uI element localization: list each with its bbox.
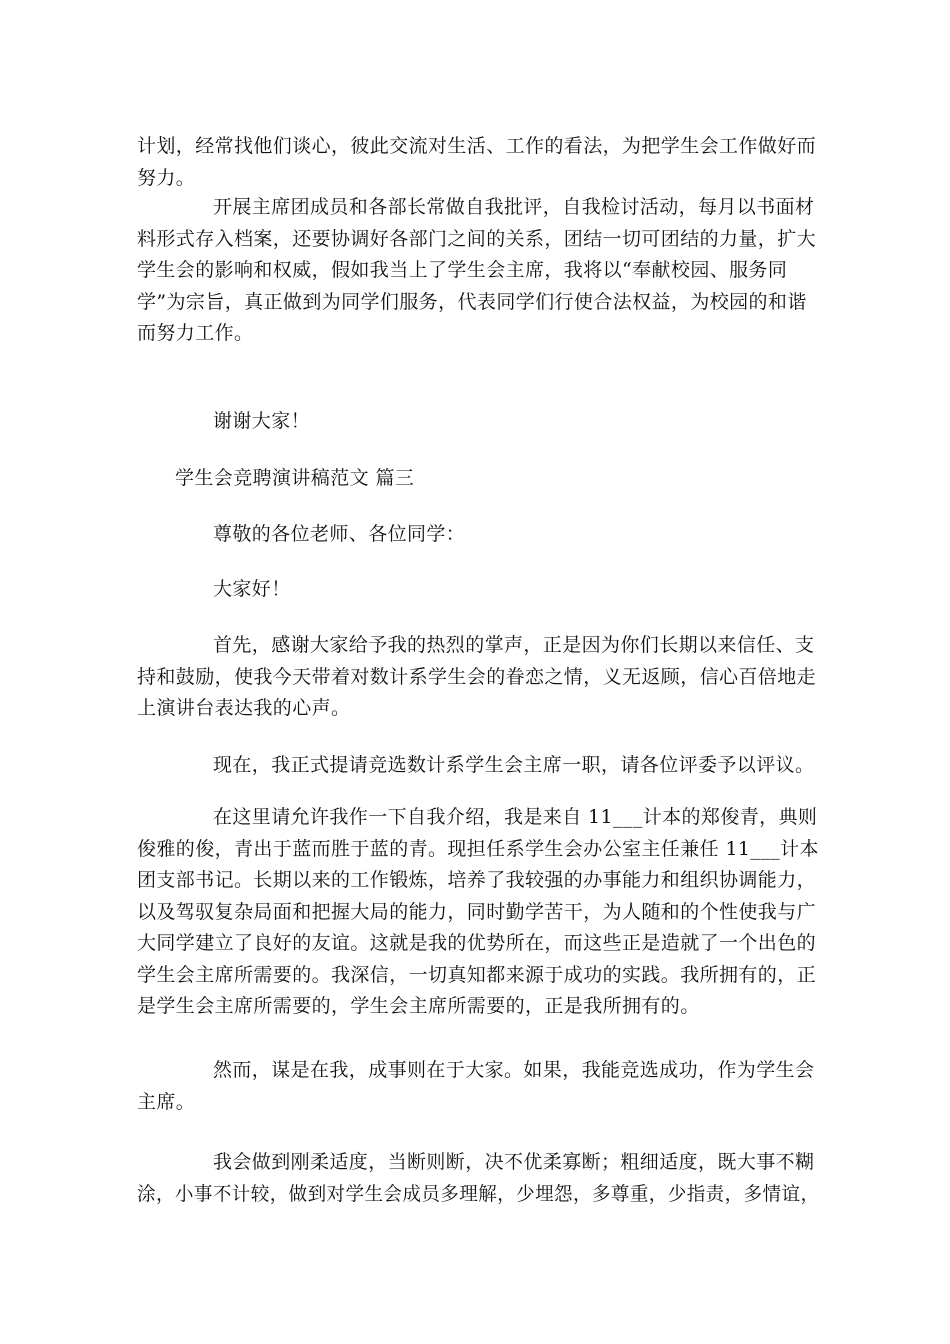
text-line: 大同学建立了良好的友谊。这就是我的优势所在，而这些正是造就了一个出色的: [137, 932, 817, 954]
paragraph: [137, 574, 817, 606]
text-line: 料形式存入档案，还要协调好各部门之间的关系，团结一切可团结的力量，扩大: [137, 227, 817, 250]
paragraph: [137, 750, 817, 782]
paragraph: [137, 519, 817, 551]
text-line: 开展主席团成员和各部长常做自我批评，自我检讨活动，每月以书面材: [213, 196, 815, 218]
text-line: 努力。: [137, 166, 196, 189]
text-line: 在这里请允许我作一下自我介绍，我是来自 11___计本的郑俊青，典则: [213, 806, 818, 828]
text-line: 以及驾驭复杂局面和把握大局的能力，同时勤学苦干，为人随和的个性使我与广: [137, 900, 817, 923]
text-line: 是学生会主席所需要的，学生会主席所需要的，正是我所拥有的。: [137, 995, 700, 1017]
text-line: 上演讲台表达我的心声。: [137, 697, 351, 719]
paragraph: [137, 406, 817, 438]
paragraph: [137, 131, 817, 194]
text-line: 俊雅的俊，青出于蓝而胜于蓝的青。现担任系学生会办公室主任兼任 11___计本: [137, 837, 819, 860]
section-title-text: 学生会竞聘演讲稿范文 篇三: [175, 467, 415, 489]
closing-line: 谢谢大家！: [213, 410, 311, 432]
paragraph: [137, 802, 817, 1023]
text-line: 首先，感谢大家给予我的热烈的掌声，正是因为你们长期以来信任、支: [213, 634, 815, 656]
text-line: 主席。: [137, 1090, 196, 1113]
text-line: 涂，小事不计较，做到对学生会成员多理解，少埋怨，多尊重，少指责，多情谊，: [137, 1182, 820, 1205]
paragraph: [137, 192, 817, 350]
text-line: 学生会主席所需要的。我深信，一切真知都来源于成功的实践。我所拥有的，正: [137, 963, 817, 986]
paragraph: [137, 630, 817, 725]
text-line: 然而，谋是在我，成事则在于大家。如果，我能竞选成功，作为学生会: [213, 1059, 815, 1081]
text-line: 而努力工作。: [137, 322, 254, 344]
text-line: 学生会的影响和权威，假如我当上了学生会主席，我将以“奉献校园、服务同: [137, 259, 788, 281]
greeting-line: 大家好！: [213, 578, 291, 600]
text-line: 团支部书记。长期以来的工作锻炼，培养了我较强的办事能力和组织协调能力，: [137, 869, 817, 891]
text-line: 我会做到刚柔适度，当断则断，决不优柔寡断；粗细适度，既大事不糊: [213, 1151, 815, 1173]
text-line: 持和鼓励，使我今天带着对数计系学生会的眷恋之情，义无返顾，信心百倍地走: [137, 665, 817, 688]
text-line: 计划，经常找他们谈心，彼此交流对生活、工作的看法，为把学生会工作做好而: [137, 135, 817, 157]
text-line: 学”为宗旨，真正做到为同学们服务，代表同学们行使合法权益，为校园的和谐: [137, 290, 807, 313]
text-line: 现在，我正式提请竞选数计系学生会主席一职，请各位评委予以评议。: [213, 754, 815, 776]
section-title: [137, 463, 817, 495]
paragraph: [137, 1147, 820, 1210]
paragraph: [137, 1055, 817, 1118]
salutation-line: 尊敬的各位老师、各位同学：: [213, 523, 466, 545]
